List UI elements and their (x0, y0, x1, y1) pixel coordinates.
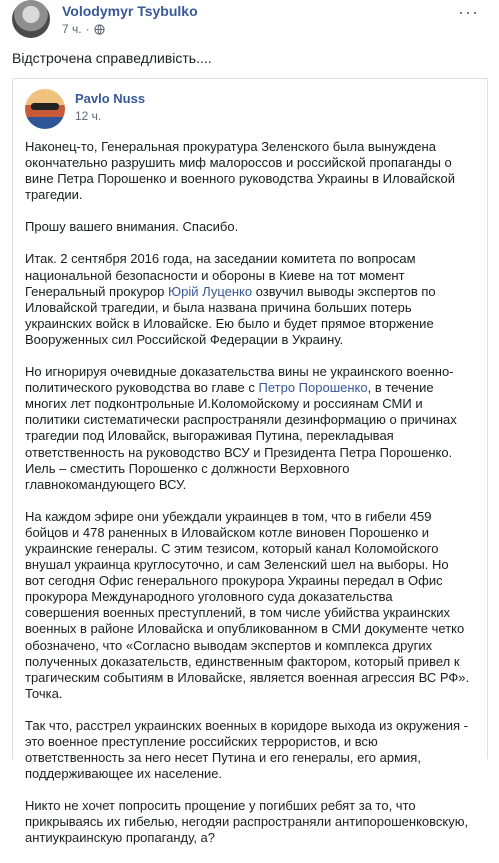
meta-separator: · (85, 22, 90, 36)
shared-author-name[interactable]: Pavlo Nuss (75, 91, 146, 106)
paragraph (25, 251, 470, 348)
post-meta (62, 22, 105, 36)
paragraph: Так что, расстрел украинских военных в коридоре выхода из окружения - это военное преступление российских террористов, и всю ответственность за него несет Путина и его генералы, его армия, поддерживающее их население. (25, 717, 469, 782)
author-name[interactable]: Volodymyr Tsybulko (62, 3, 198, 19)
shared-author-avatar[interactable] (25, 89, 65, 129)
paragraph-text: , в течение многих лет подконтрольные И.Коломойскому и россиянам СМИ и политики систематически распространяли дезинформацию о причинах трагедии под Иловайск, выгораживая Путина, перекладывая ответственность на руководство ВСУ и Президента Петра Порошенко. Иель – сместить Порошенко с должности Верховного главнокомандующего ВСУ. (25, 380, 457, 492)
paragraph: Наконец-то, Генеральная прокуратура Зеленского была вынуждена окончательно разрушить миф малороссов и российской пропаганды о вине Петра Порошенко и военного руководства Украины в Иловайской трагедии. (25, 139, 455, 203)
paragraph: Прошу вашего внимания. Спасибо. (25, 219, 239, 235)
post-time[interactable]: 7 ч. (62, 22, 82, 36)
paragraph: На каждом эфире они убеждали украинцев в том, что в гибели 459 бойцов и 478 раненных в Иловайском котле виновен Порошенко и украинские генералы. С этим тезисом, который канал Коломойского внушал украинца круглосуточно, и сам Зеленский шел на выборы. Но вот сегодня Офис генерального прокурора Украины передал в Офис прокурора Международного уголовного суда доказательства совершения военных преступлений, в том числе убийства украинских военных в районе Иловайска и опубликованном в СМИ документе четко обозначено, что «Согласно выводам экспертов и комплекса других полученных доказательств, единственным фактором, который привел к трагическим событиям в Иловайске, является военная агрессия ВС РФ». Точка. (25, 508, 470, 701)
post-header (12, 0, 487, 44)
paragraph-text: Итак. 2 сентября 2016 года, на заседании комитета по вопросам национальной безопасности и обороны в Киеве на тот момент Генеральный прокурор (25, 251, 416, 299)
more-dots-icon[interactable]: ··· (458, 2, 479, 22)
mention-link-poroshenko[interactable]: Петро Порошенко (258, 380, 368, 396)
shared-post (12, 78, 488, 846)
mention-link-lutsenko[interactable]: Юрій Луценко (168, 283, 253, 299)
shared-post-body (25, 139, 470, 863)
shared-post-time[interactable]: 12 ч. (75, 109, 102, 123)
paragraph-text: озвучил выводы экспертов по Иловайской трагедии, и была названа причина больших потерь украинских войск в Иловайске. Ею было и будет прямое вторжение Вооруженных сил Российской Федерации в Украину. (25, 283, 436, 347)
post-text: Відстрочена справедливість.... (12, 50, 212, 66)
paragraph (25, 364, 470, 493)
paragraph-text: Но игнорируя очевидные доказательства вины не украинского военно-политического руководства во главе с (25, 364, 454, 396)
shared-post-header (25, 89, 465, 133)
author-avatar[interactable] (12, 0, 50, 38)
paragraph: Никто не хочет попросить прощение у погибших ребят за то, что прикрываясь их гибелью, негодяи распространяли антипорошенковскую, антиукраинскую пропаганду, а? (25, 798, 469, 846)
globe-icon[interactable] (94, 24, 105, 35)
